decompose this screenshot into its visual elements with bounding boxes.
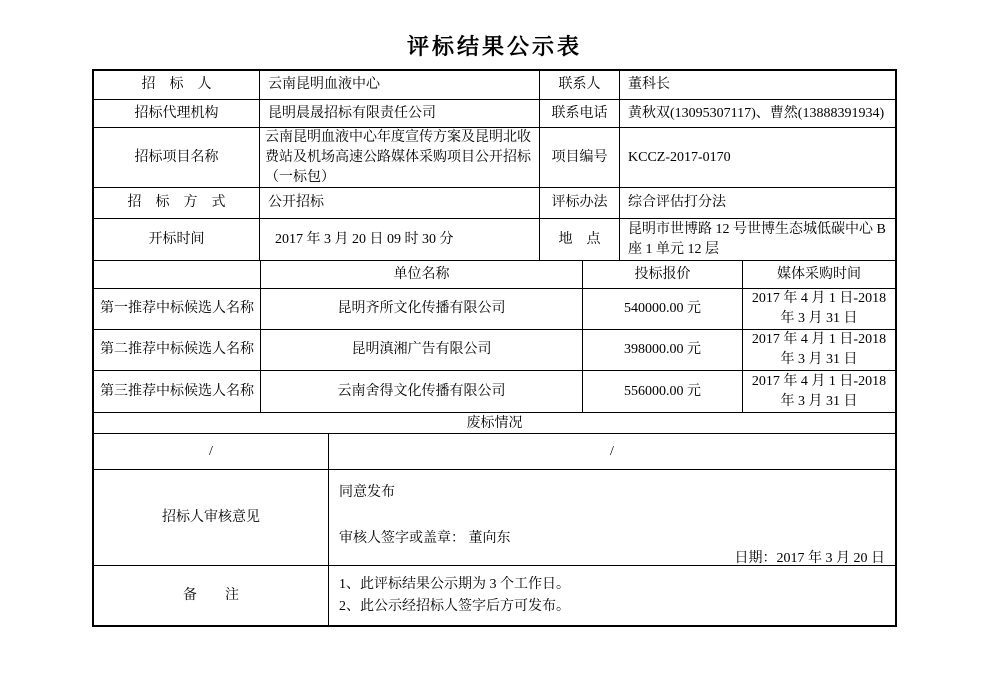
project-name-label: 招标项目名称 — [94, 128, 260, 187]
invalid-bids-title: 废标情况 — [466, 415, 523, 431]
review-row — [94, 470, 895, 566]
candidate-3-label: 第三推荐中标候选人名称 — [94, 371, 261, 412]
bidder-label: 招 标 人 — [94, 71, 260, 99]
candidate-1-price: 540000.00 元 — [583, 289, 743, 329]
invalid-bids-value-row — [94, 434, 895, 470]
bid-result-table — [92, 69, 897, 627]
agency-label: 招标代理机构 — [94, 100, 260, 127]
location-label: 地 点 — [540, 219, 620, 260]
remarks-line-2: 2、此公示经招标人签字后方可发布。 — [339, 598, 570, 614]
table-row — [94, 188, 895, 219]
review-content-cell — [329, 470, 895, 565]
candidate-row-1 — [94, 289, 895, 330]
table-row — [94, 128, 895, 188]
period-column-header: 媒体采购时间 — [777, 266, 861, 282]
project-name-value: 云南昆明血液中心年度宣传方案及昆明北收费站及机场高速公路媒体采购项目公开招标（一标包） — [260, 128, 540, 187]
bidder-value: 云南昆明血液中心 — [260, 71, 540, 99]
remarks-label: 备 注 — [94, 566, 329, 625]
remarks-line-1: 1、此评标结果公示期为 3 个工作日。 — [339, 576, 570, 592]
phone-label: 联系电话 — [540, 100, 620, 127]
eval-method-value: 综合评估打分法 — [628, 195, 726, 210]
candidate-1-label: 第一推荐中标候选人名称 — [94, 289, 261, 329]
review-signature-text: 审核人签字或盖章： 董向东 — [339, 531, 511, 546]
candidate-1-period: 2017 年 4 月 1 日-2018 年 3 月 31 日 — [751, 291, 887, 326]
candidate-3-period: 2017 年 4 月 1 日-2018 年 3 月 31 日 — [751, 373, 887, 409]
candidates-header-row — [94, 261, 895, 289]
bid-method-value: 公开招标 — [260, 188, 540, 218]
candidates-corner-cell — [94, 261, 261, 288]
invalid-bids-left-value: / — [94, 434, 329, 469]
review-label: 招标人审核意见 — [94, 470, 329, 565]
candidate-2-label: 第二推荐中标候选人名称 — [94, 330, 261, 370]
table-row — [94, 71, 895, 100]
contact-value: 董科长 — [628, 77, 670, 92]
candidate-row-3 — [94, 371, 895, 413]
candidate-row-2 — [94, 330, 895, 371]
invalid-bids-header-row — [94, 413, 895, 434]
eval-method-label: 评标办法 — [540, 188, 620, 218]
candidate-1-company: 昆明齐所文化传播有限公司 — [261, 289, 583, 329]
table-row — [94, 100, 895, 128]
candidate-3-company: 云南舍得文化传播有限公司 — [261, 371, 583, 412]
project-number-label: 项目编号 — [540, 128, 620, 187]
project-number-value: KCCZ-2017-0170 — [628, 149, 731, 165]
candidate-2-company: 昆明滇湘广告有限公司 — [261, 330, 583, 370]
opening-time-label: 开标时间 — [94, 219, 260, 260]
invalid-bids-right-value: / — [610, 443, 614, 459]
review-date-text: 日期：2017 年 3 月 20 日 — [734, 551, 885, 565]
phone-value: 黄秋双(13095307117)、曹然(13888391934) — [628, 105, 885, 121]
company-column-header: 单位名称 — [261, 261, 583, 288]
page-title: 评标结果公示表 — [406, 34, 582, 59]
location-value: 昆明市世博路 12 号世博生态城低碳中心 B 座 1 单元 12 层 — [628, 221, 886, 257]
remarks-row — [94, 566, 895, 625]
opening-time-value: 2017 年 3 月 20 日 09 时 30 分 — [260, 219, 540, 260]
agency-value: 昆明晨晟招标有限责任公司 — [260, 100, 540, 127]
candidate-3-price: 556000.00 元 — [583, 371, 743, 412]
review-approval-text: 同意发布 — [339, 485, 395, 500]
contact-label: 联系人 — [540, 71, 620, 99]
candidate-2-period: 2017 年 4 月 1 日-2018 年 3 月 31 日 — [751, 332, 887, 367]
table-row — [94, 219, 895, 261]
price-column-header: 投标报价 — [583, 261, 743, 288]
candidate-2-price: 398000.00 元 — [583, 330, 743, 370]
bid-method-label: 招 标 方 式 — [94, 188, 260, 218]
remarks-content-cell — [329, 566, 895, 625]
